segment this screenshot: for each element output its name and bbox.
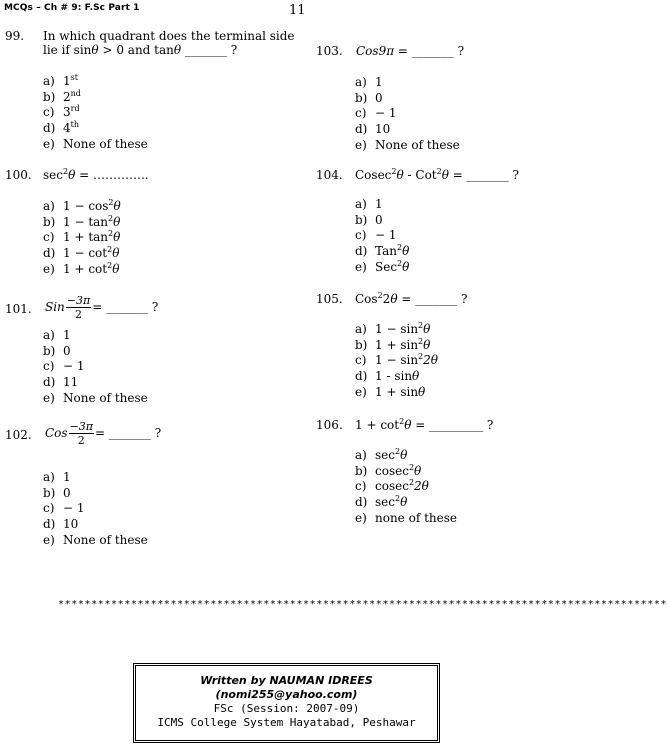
option-letter: a) bbox=[43, 199, 55, 213]
option-text: − 1 bbox=[63, 359, 85, 374]
option-letter: c) bbox=[355, 106, 367, 121]
option-letter: c) bbox=[355, 228, 367, 243]
option-text: 0 bbox=[63, 343, 71, 358]
option-theta: θ bbox=[418, 384, 426, 399]
option-letter: e) bbox=[355, 384, 367, 399]
option-text: None of these bbox=[63, 390, 148, 405]
option-3 bbox=[355, 228, 397, 244]
option-5 bbox=[43, 137, 148, 153]
option-superscript: 2 bbox=[107, 245, 113, 255]
option-letter: a) bbox=[355, 75, 367, 89]
option-text: 3 bbox=[63, 105, 71, 120]
option-text: − 1 bbox=[375, 228, 397, 243]
option-superscript: 2 bbox=[108, 229, 114, 239]
option-text: 1 + tan bbox=[63, 230, 109, 245]
option-1 bbox=[355, 322, 430, 338]
option-text: None of these bbox=[375, 137, 460, 152]
option-text: cosec bbox=[375, 463, 409, 478]
question-number: 104. bbox=[316, 168, 343, 182]
header-title: MCQs – Ch # 9: F.Sc Part 1 bbox=[4, 3, 140, 13]
option-4 bbox=[43, 246, 119, 262]
option-letter: a) bbox=[355, 448, 367, 462]
option-5 bbox=[43, 262, 119, 278]
option-3 bbox=[43, 359, 85, 375]
option-letter: c) bbox=[43, 501, 55, 516]
page-number: 11 bbox=[289, 3, 306, 18]
option-text: 1 − sin bbox=[375, 353, 419, 368]
option-text: Tan bbox=[375, 244, 397, 259]
option-letter: d) bbox=[43, 517, 56, 532]
option-text: 1 bbox=[375, 197, 383, 211]
option-5 bbox=[43, 533, 148, 549]
option-theta: θ bbox=[423, 337, 431, 352]
option-theta: θ bbox=[402, 259, 410, 274]
option-2 bbox=[355, 91, 383, 107]
option-superscript: th bbox=[70, 120, 80, 130]
option-5 bbox=[355, 385, 425, 401]
option-letter: a) bbox=[43, 328, 55, 342]
question-text: $1 + \cot^2\theta$ = _________ ? bbox=[355, 417, 494, 432]
option-theta: θ bbox=[402, 244, 410, 259]
option-theta: 2θ bbox=[423, 353, 438, 368]
option-2 bbox=[43, 90, 81, 106]
option-4 bbox=[43, 517, 78, 533]
option-1 bbox=[43, 74, 78, 90]
option-superscript: 2 bbox=[418, 352, 424, 362]
option-1 bbox=[43, 470, 71, 486]
option-superscript: 2 bbox=[408, 478, 415, 488]
option-letter: c) bbox=[43, 105, 55, 120]
option-1 bbox=[43, 328, 71, 344]
option-letter: c) bbox=[43, 230, 55, 245]
option-text: sec bbox=[375, 448, 395, 462]
option-theta: θ bbox=[112, 261, 120, 276]
option-5 bbox=[355, 511, 457, 527]
option-text: Sec bbox=[375, 259, 398, 274]
option-letter: a) bbox=[355, 322, 367, 336]
option-letter: b) bbox=[355, 212, 368, 227]
option-letter: b) bbox=[43, 214, 56, 229]
question-text: $\sec^2\theta$ = ………….. bbox=[43, 167, 149, 182]
option-3 bbox=[355, 106, 397, 122]
option-text: − 1 bbox=[63, 501, 85, 516]
option-3 bbox=[43, 230, 120, 246]
option-1 bbox=[355, 448, 407, 464]
session: FSc (Session: 2007-09) bbox=[213, 702, 360, 715]
option-text: None of these bbox=[63, 532, 148, 547]
option-2 bbox=[355, 213, 383, 229]
separator: ******************************************************************************************** bbox=[58, 599, 667, 610]
option-superscript: 2 bbox=[108, 198, 114, 207]
option-5 bbox=[355, 260, 409, 276]
option-letter: d) bbox=[355, 122, 368, 137]
option-theta: θ bbox=[113, 230, 121, 245]
option-letter: b) bbox=[43, 485, 56, 500]
option-letter: c) bbox=[355, 353, 367, 368]
option-theta: θ bbox=[113, 214, 121, 229]
option-3 bbox=[43, 501, 85, 517]
college: ICMS College System Hayatabad, Peshawar bbox=[157, 716, 416, 729]
option-letter: d) bbox=[43, 121, 56, 136]
option-theta: θ bbox=[414, 463, 422, 478]
option-letter: d) bbox=[43, 375, 56, 390]
option-text: 1 + cot bbox=[63, 261, 108, 276]
question-text: Cos$^2$2θ = _______ ? bbox=[355, 291, 468, 306]
option-letter: c) bbox=[43, 359, 55, 374]
question-text: Cos9π = _______ ? bbox=[356, 44, 465, 58]
option-theta: θ bbox=[412, 369, 420, 384]
question-number: 106. bbox=[316, 418, 343, 432]
option-text: 1 + sin bbox=[375, 384, 419, 399]
option-text: none of these bbox=[375, 510, 457, 525]
option-letter: d) bbox=[355, 495, 368, 510]
question-number: 100. bbox=[5, 168, 32, 182]
option-superscript: 2 bbox=[396, 243, 403, 253]
option-letter: d) bbox=[43, 246, 56, 261]
option-letter: e) bbox=[43, 261, 55, 276]
option-letter: e) bbox=[355, 510, 367, 525]
option-superscript: 2 bbox=[108, 213, 114, 223]
option-text: 1 − cos bbox=[63, 199, 109, 213]
option-3 bbox=[355, 353, 438, 369]
option-5 bbox=[43, 391, 148, 407]
question-number: 102. bbox=[5, 428, 32, 442]
option-text: 0 bbox=[63, 485, 71, 500]
option-text: 1 + sin bbox=[375, 337, 419, 352]
author-email: (nomi255@yahoo.com) bbox=[215, 688, 358, 701]
question-number: 105. bbox=[316, 292, 343, 306]
option-superscript: 2 bbox=[107, 260, 113, 270]
option-superscript: st bbox=[70, 73, 78, 82]
option-1 bbox=[355, 197, 383, 213]
option-superscript: 2 bbox=[394, 494, 401, 504]
option-text: 1 − cot bbox=[63, 246, 108, 261]
question-number: 99. bbox=[5, 29, 25, 43]
option-letter: e) bbox=[355, 137, 367, 152]
option-3 bbox=[43, 105, 80, 121]
question-text: Sin $\frac{-3\pi}{2}$ = _______ ? bbox=[45, 294, 159, 321]
option-1 bbox=[43, 199, 121, 215]
option-2 bbox=[355, 338, 430, 354]
option-1 bbox=[355, 75, 383, 91]
option-letter: e) bbox=[43, 532, 55, 547]
option-4 bbox=[355, 244, 409, 260]
option-text: 10 bbox=[375, 122, 391, 137]
option-4 bbox=[355, 495, 407, 511]
option-2 bbox=[355, 464, 421, 480]
option-2 bbox=[43, 215, 120, 231]
option-letter: d) bbox=[355, 369, 368, 384]
option-theta: θ bbox=[400, 495, 408, 510]
option-4 bbox=[355, 369, 419, 385]
option-text: 1 bbox=[63, 74, 71, 88]
option-theta: θ bbox=[423, 322, 431, 336]
option-letter: b) bbox=[355, 337, 368, 352]
option-letter: b) bbox=[355, 463, 368, 478]
option-text: 11 bbox=[63, 375, 79, 390]
option-text: − 1 bbox=[375, 106, 397, 121]
option-4 bbox=[355, 122, 390, 138]
option-letter: a) bbox=[43, 74, 55, 88]
option-letter: b) bbox=[355, 90, 368, 105]
author-name: Written by NAUMAN IDREES bbox=[200, 674, 373, 687]
option-text: None of these bbox=[63, 136, 148, 151]
option-theta: θ bbox=[400, 448, 408, 462]
question-number: 103. bbox=[316, 44, 343, 58]
question-text: In which quadrant does the terminal side lie if sinθ > 0 and tanθ _______ ? bbox=[43, 29, 295, 57]
option-text: 0 bbox=[375, 212, 383, 227]
option-theta: θ bbox=[112, 246, 120, 261]
option-letter: e) bbox=[43, 136, 55, 151]
option-text: 1 − sin bbox=[375, 322, 419, 336]
option-letter: c) bbox=[355, 479, 367, 494]
question-text: Cos $\frac{-3\pi}{2}$ = _______ ? bbox=[45, 420, 162, 447]
option-superscript: 2 bbox=[418, 321, 424, 330]
option-theta: 2θ bbox=[414, 479, 429, 494]
option-letter: a) bbox=[355, 197, 367, 211]
option-superscript: 2 bbox=[408, 462, 415, 472]
option-superscript: 2 bbox=[394, 447, 401, 456]
option-text: 0 bbox=[375, 90, 383, 105]
option-superscript: nd bbox=[70, 88, 81, 98]
option-text: 2 bbox=[63, 89, 71, 104]
option-superscript: 2 bbox=[418, 336, 424, 346]
option-text: 1 bbox=[375, 75, 383, 89]
option-4 bbox=[43, 121, 79, 137]
option-2 bbox=[43, 486, 71, 502]
option-letter: a) bbox=[43, 470, 55, 484]
author-box bbox=[133, 663, 440, 743]
option-text: 10 bbox=[63, 517, 79, 532]
option-4 bbox=[43, 375, 78, 391]
option-theta: θ bbox=[113, 199, 121, 213]
option-2 bbox=[43, 344, 71, 360]
option-letter: b) bbox=[43, 89, 56, 104]
option-letter: d) bbox=[355, 244, 368, 259]
question-number: 101. bbox=[5, 302, 32, 316]
option-text: 1 − tan bbox=[63, 214, 109, 229]
option-letter: b) bbox=[43, 343, 56, 358]
option-text: 1 bbox=[63, 328, 71, 342]
option-text: sec bbox=[375, 495, 395, 510]
option-5 bbox=[355, 138, 460, 154]
option-text: 4 bbox=[63, 121, 71, 136]
option-text: 1 bbox=[63, 470, 71, 484]
option-text: 1 - sin bbox=[375, 369, 413, 384]
option-3 bbox=[355, 479, 429, 495]
option-superscript: 2 bbox=[397, 258, 403, 268]
question-text: Cosec$^2$θ - Cot$^2$θ = _______ ? bbox=[355, 167, 519, 182]
option-text: cosec bbox=[375, 479, 409, 494]
option-letter: e) bbox=[355, 259, 367, 274]
option-letter: e) bbox=[43, 390, 55, 405]
option-superscript: rd bbox=[70, 104, 80, 114]
